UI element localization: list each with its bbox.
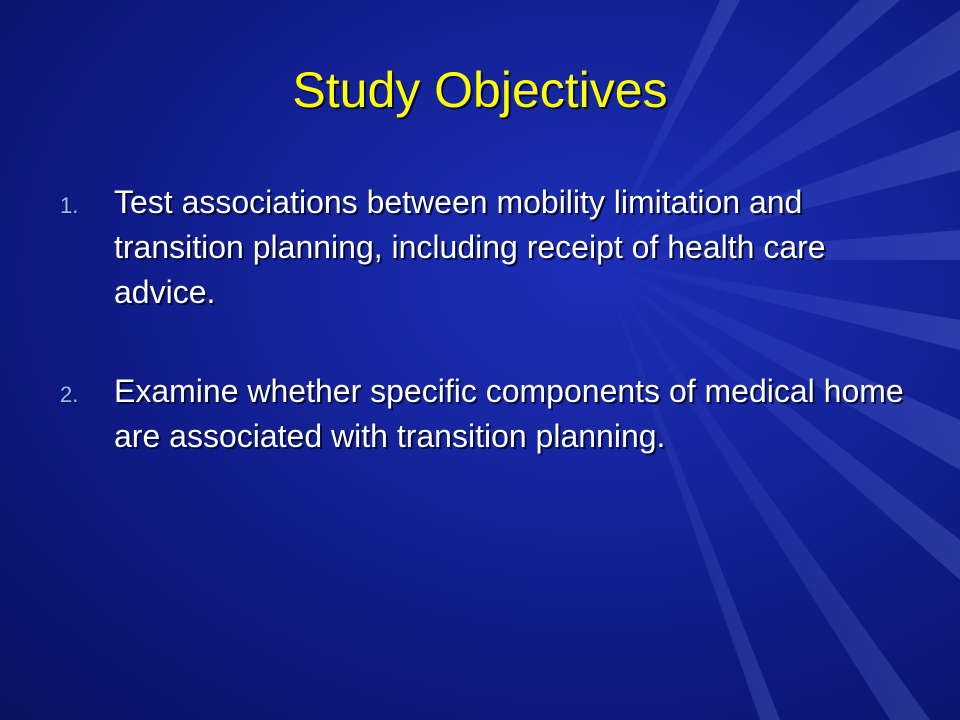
objective-number: 2.	[60, 382, 79, 407]
objective-item	[60, 180, 910, 315]
slide-title: Study Objectives	[292, 62, 668, 118]
objectives-list	[60, 180, 910, 513]
objective-text: Test associations between mobility limitation and transition planning, including receipt of health care advice.	[114, 184, 826, 310]
objective-item	[60, 369, 910, 459]
objective-number: 1.	[60, 193, 79, 218]
objective-text: Examine whether specific components of medical home are associated with transition planning.	[114, 373, 904, 454]
